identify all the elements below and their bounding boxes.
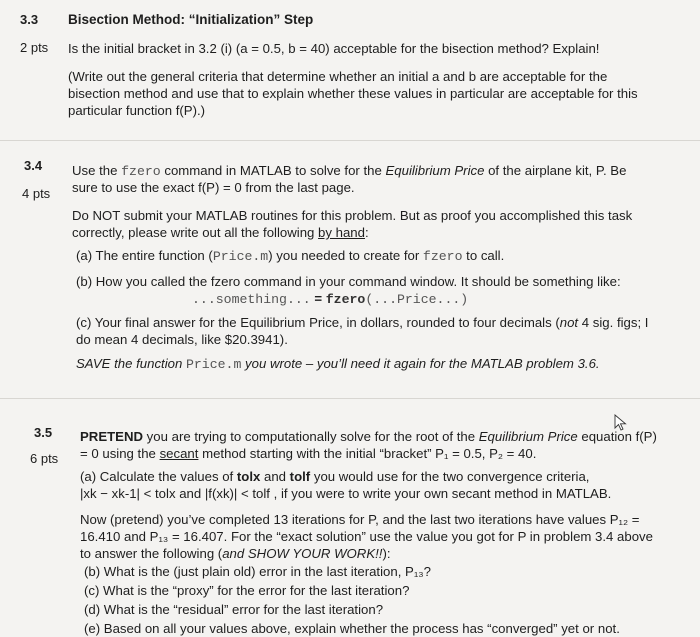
pretend-bold: PRETEND: [80, 429, 144, 444]
tolf-bold: tolf: [289, 469, 311, 484]
fzero-code: fzero: [121, 164, 161, 179]
q35-part-c: (c) What is the “proxy” for the error for the last iteration?: [84, 583, 410, 598]
q34-points: 4 pts: [22, 186, 51, 201]
q35-points: 6 pts: [30, 451, 59, 466]
q35-line-1-end: equation f(P): [577, 429, 657, 444]
show-your-work-emphasis: and SHOW YOUR WORK!!: [222, 546, 383, 561]
not-emphasis: not: [559, 315, 579, 330]
q33-instruction-line-3: particular function f(P).): [68, 103, 206, 118]
q34-line-2: sure to use the exact f(P) = 0 from the last page.: [72, 180, 355, 195]
q35-line-2-end: method starting with the initial “bracket” P₁ = 0.5, P₂ = 40.: [198, 446, 537, 461]
q35-line-2-text: = 0 using the: [80, 446, 160, 461]
secant-underlined: secant: [159, 446, 199, 461]
section-divider-2: [0, 398, 700, 399]
q35-line-1: [80, 428, 657, 445]
q33-title: Bisection Method: “Initialization” Step: [68, 12, 314, 27]
q35-part-a-line-1: [80, 468, 589, 485]
q34-part-a-text: (a) The entire function (: [76, 248, 213, 263]
price-m-code: Price.m: [212, 249, 269, 264]
q35-part-d: (d) What is the “residual” error for the last iteration?: [84, 602, 384, 617]
price-args-code: (...Price...): [365, 292, 469, 307]
q34-line-1: [72, 162, 626, 180]
q35-now-line-3: [80, 545, 391, 562]
q34-number: 3.4: [24, 158, 43, 173]
tolx-bold: tolx: [236, 469, 261, 484]
save-note-end: you wrote – you’ll need it again for the MATLAB problem 3.6.: [241, 356, 600, 371]
q35-line-1-text: you are trying to computationally solve for the root of the: [143, 429, 479, 444]
fzero-code-2: fzero: [422, 249, 463, 264]
equals-sign: =: [310, 291, 326, 306]
equilibrium-price-term-2: Equilibrium Price: [478, 429, 578, 444]
q35-part-e: (e) Based on all your values above, explain whether the process has “converged” yet or not.: [84, 621, 620, 636]
q34-part-b: (b) How you called the fzero command in your command window. It should be something like:: [76, 274, 621, 289]
q34-line-4-end: :: [364, 225, 369, 240]
and-text: and: [260, 469, 290, 484]
q34-part-c-text: (c) Your final answer for the Equilibrium Price, in dollars, rounded to four decimals (: [76, 315, 560, 330]
q35-part-a-line-2: |xk − xk-1| < tolx and |f(xk)| < tolf , if you were to write your own secant method in MATLAB.: [80, 486, 612, 501]
q35-line-2: [80, 445, 536, 462]
q35-part-a-text: (a) Calculate the values of: [80, 469, 237, 484]
equilibrium-price-term: Equilibrium Price: [385, 163, 485, 178]
q34-line-1-text: Use the: [72, 163, 122, 178]
section-divider: [0, 140, 700, 141]
q34-line-3: Do NOT submit your MATLAB routines for this problem. But as proof you accomplished this task: [72, 208, 633, 223]
q33-question: Is the initial bracket in 3.2 (i) (a = 0.5, b = 40) acceptable for the bisection method? Explain!: [68, 41, 600, 56]
q35-number: 3.5: [34, 425, 53, 440]
q35-now-line-1: Now (pretend) you’ve completed 13 iterations for P, and the last two iterations have values P₁₂ =: [80, 512, 640, 527]
q34-part-b-example: [192, 290, 468, 308]
q35-now-line-3-end: ):: [382, 546, 391, 561]
q34-part-c-end: 4 sig. figs; I: [578, 315, 649, 330]
q34-part-c-line-2: do mean 4 decimals, like $20.3941).: [76, 332, 288, 347]
something-code: ...something...: [192, 292, 311, 307]
price-m-code-2: Price.m: [185, 357, 242, 372]
save-note-text: SAVE the function: [76, 356, 186, 371]
q33-number: 3.3: [20, 12, 39, 27]
q34-line-1-mid: command in MATLAB to solve for the: [160, 163, 386, 178]
q33-points: 2 pts: [20, 40, 49, 55]
q35-part-a-end: you would use for the two convergence criteria,: [310, 469, 590, 484]
q34-line-4-text: correctly, please write out all the following: [72, 225, 319, 240]
q33-instruction-line-1: (Write out the general criteria that determine whether an initial a and b are acceptable for the: [68, 69, 608, 84]
q34-part-a: [76, 247, 504, 265]
q34-part-c-line-1: [76, 314, 648, 331]
q35-now-line-3-text: to answer the following (: [80, 546, 223, 561]
mouse-cursor-icon: [614, 414, 628, 432]
by-hand-underlined: by hand: [318, 225, 365, 240]
fzero-bold-code: fzero: [325, 292, 366, 307]
q34-save-note: [76, 355, 600, 373]
q34-line-1-end: of the airplane kit, P. Be: [484, 163, 627, 178]
q35-part-b: (b) What is the (just plain old) error in the last iteration, P₁₃?: [84, 564, 431, 579]
q34-line-4: [72, 224, 369, 241]
q34-part-a-mid: ) you needed to create for: [268, 248, 423, 263]
q33-instruction-line-2: bisection method and use that to explain whether these values in particular are acceptable for this: [68, 86, 638, 101]
q34-part-a-end: to call.: [462, 248, 505, 263]
q35-now-line-2: 16.410 and P₁₃ = 16.407. For the “exact solution” use the value you got for P in problem 3.4 above: [80, 529, 653, 544]
